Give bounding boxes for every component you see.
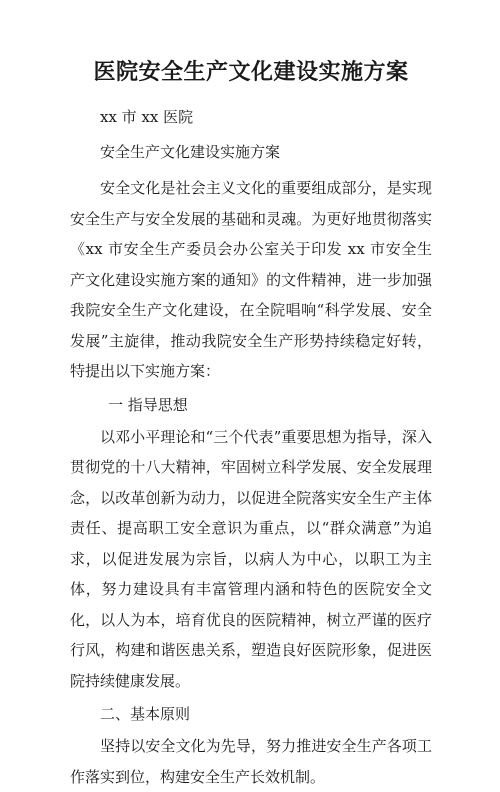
guiding-ideology-paragraph: 以邓小平理论和“三个代表”重要思想为指导，深入贯彻党的十八大精神，牢固树立科学发展、安全发展理念，以改革创新为动力，以促进全院落实安全生产主体责任、提高职工安全意识为重点，以“群众满意”为追求，以促进发展为宗旨，以病人为中心，以职工为主体，努力建设具有丰富管理内涵和特色的医院安全文化，以人为本，培育优良的医院精神，树立严谨的医疗行风，构建和谐医患关系，塑造良好医院形象，促进医院持续健康发展。 [70,427,432,690]
intro-paragraph: 安全文化是社会主义文化的重要组成部分，是实现安全生产与安全发展的基础和灵魂。为更好地贯彻落实《xx 市安全生产委员会办公室关于印发 xx 市安全生产文化建设实施方案的通知》的文件精神，进一步加强我院安全生产文化建设，在全院唱响“科学发展、安全发展”主旋律，推动我院安全生产形势持续稳定好转，特提出以下实施方案： [70,179,432,380]
organization-line: xx 市 xx 医院 [100,108,194,126]
section-heading-basic-principles: 二、基本原则 [100,705,191,723]
basic-principles-paragraph: 坚持以安全文化为先导，努力推进安全生产各项工作落实到位，构建安全生产长效机制。 [70,737,432,786]
section-heading-guiding-ideology: 一 指导思想 [108,395,188,414]
document-title: 医院安全生产文化建设实施方案 [93,59,409,85]
subtitle-line: 安全生产文化建设实施方案 [100,143,281,161]
